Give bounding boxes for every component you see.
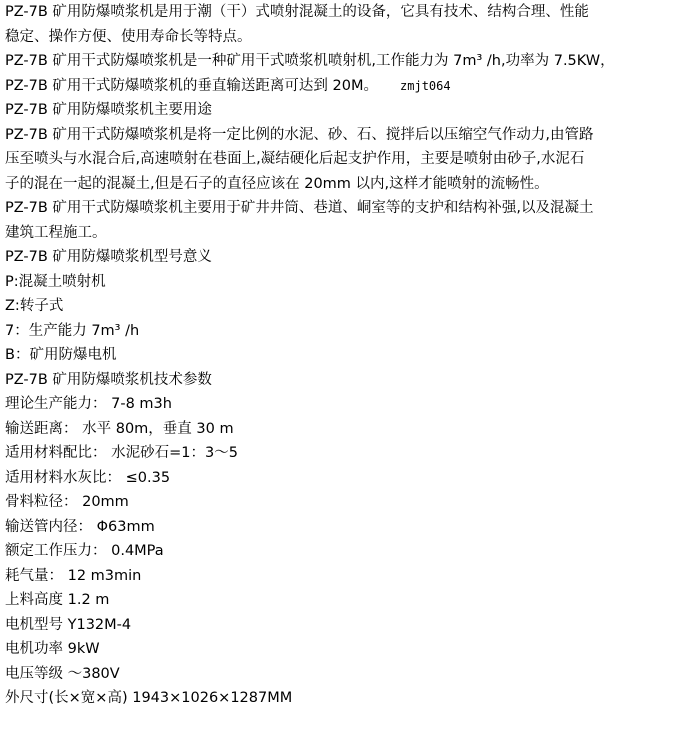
spec-line: 适用材料水灰比： ≤0.35 <box>5 469 171 486</box>
section-heading: PZ-7B 矿用防爆喷浆机技术参数 <box>5 371 212 388</box>
spec-line: 理论生产能力： 7-8 m3h <box>5 396 172 412</box>
spec-line: 耗气量： 12 m3min <box>5 567 142 584</box>
document-body <box>5 0 681 711</box>
paragraph-line: 子的混在一起的混凝土,但是石子的直径应该在 20mm 以内,这样才能喷射的流畅性。 <box>5 175 549 192</box>
paragraph-line: PZ-7B 矿用干式防爆喷浆机的垂直输送距离可达到 20M。 zmjt064 <box>5 77 451 94</box>
spec-line: 额定工作压力： 0.4MPa <box>5 543 164 559</box>
section-heading: PZ-7B 矿用防爆喷浆机主要用途 <box>5 102 212 118</box>
spec-line: 电机型号 Y132M-4 <box>5 616 132 633</box>
spec-line: 输送管内径： Φ63mm <box>5 518 155 535</box>
spec-line: 上料高度 1.2 m <box>5 592 110 608</box>
model-meaning-line: 7：生产能力 7m³ /h <box>5 322 140 339</box>
model-meaning-line: B：矿用防爆电机 <box>5 347 117 363</box>
spec-line: 外尺寸(长×宽×高) 1943×1026×1287MM <box>5 690 293 706</box>
spec-line: 电机功率 9kW <box>5 641 100 657</box>
section-heading: PZ-7B 矿用防爆喷浆机型号意义 <box>5 249 212 265</box>
paragraph-line: 压至喷头与水混合后,高速喷射在巷面上,凝结硬化后起支护作用，主要是喷射由砂子,水泥石 <box>5 151 585 167</box>
paragraph-line: 稳定、操作方便、使用寿命长等特点。 <box>5 28 252 45</box>
paragraph-line: PZ-7B 矿用干式防爆喷浆机主要用于矿井井筒、巷道、峒室等的支护和结构补强,以及混凝土 <box>5 200 594 216</box>
paragraph-line: PZ-7B 矿用干式防爆喷浆机是将一定比例的水泥、砂、石、搅拌后以压缩空气作动力,由管路 <box>5 126 594 143</box>
model-meaning-line: P:混凝土喷射机 <box>5 273 106 290</box>
spec-line: 适用材料配比： 水泥砂石=1：3～5 <box>5 445 238 461</box>
paragraph-line: 建筑工程施工。 <box>5 224 107 241</box>
spec-line: 电压等级 ～380V <box>5 665 120 682</box>
spec-line: 骨料粒径： 20mm <box>5 494 129 510</box>
paragraph-line: PZ-7B 矿用干式防爆喷浆机是一种矿用干式喷浆机喷射机,工作能力为 7m³ /h,功率为 7.5KW， <box>5 53 615 69</box>
model-meaning-line: Z:转子式 <box>5 298 64 314</box>
paragraph-line: PZ-7B 矿用防爆喷浆机是用于潮（干）式喷射混凝土的设备，它具有技术、结构合理、性能 <box>5 4 589 20</box>
watermark-code: zmjt064 <box>400 78 451 93</box>
spec-line: 输送距离： 水平 80m，垂直 30 m <box>5 420 234 437</box>
